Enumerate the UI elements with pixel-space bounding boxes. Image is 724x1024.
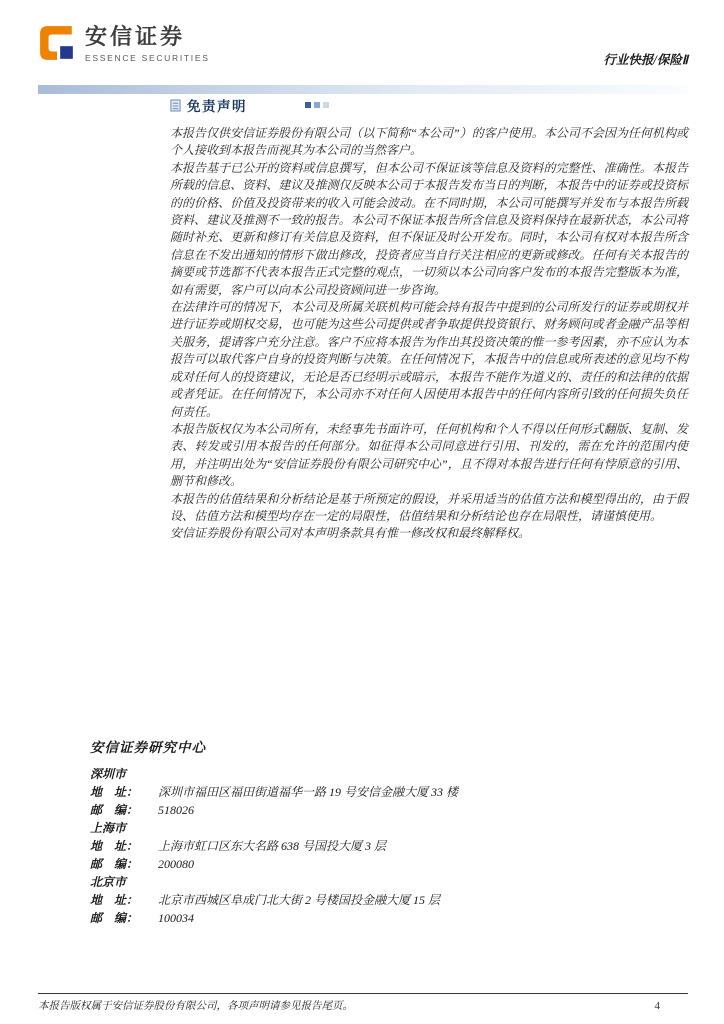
office-address-row	[90, 891, 696, 909]
disclaimer-paragraph: 本报告基于已公开的资料或信息撰写，但本公司不保证该等信息及资料的完整性、准确性。本报告所载的信息、资料、建议及推测仅反映本公司于本报告发布当日的判断，本报告中的证券或投资标的的价格、价值及投资带来的收入可能会波动。在不同时期，本公司可能撰写并发布与本报告所载资料、建议及推测不一致的报告。本公司不保证本报告所含信息及资料保持在最新状态，本公司将随时补充、更新和修订有关信息及资料，但不保证及时公开发布。同时，本公司有权对本报告所含信息在不发出通知的情形下做出修改，投资者应当自行关注相应的更新或修改。任何有关本报告的摘要或节选都不代表本报告正式完整的观点，一切须以本公司向客户发布的本报告完整版本为准，如有需要，客户可以向本公司投资顾问进一步咨询。	[170, 160, 688, 297]
report-header	[38, 24, 688, 68]
disclaimer-paragraph: 本报告仅供安信证券股份有限公司（以下简称“本公司”）的客户使用。本公司不会因为任何机构或个人接收到本报告而视其为本公司的当然客户。	[170, 126, 688, 158]
address-label: 地 址：	[90, 893, 139, 907]
address-value: 深圳市福田区福田街道福华一路 19 号安信金融大厦 33 楼	[158, 785, 459, 799]
disclaimer-body	[170, 125, 688, 543]
company-logo-icon	[38, 24, 76, 62]
address-label: 地 址：	[90, 785, 139, 799]
zip-value: 518026	[158, 803, 194, 817]
office-address-row	[90, 837, 696, 855]
disclaimer-section	[170, 97, 688, 543]
office-shenzhen	[90, 765, 696, 819]
office-zip-row	[90, 855, 696, 873]
office-beijing	[90, 873, 696, 927]
zip-label: 邮 编：	[90, 803, 139, 817]
page-footer	[38, 993, 688, 1013]
decoration-square-light	[323, 102, 329, 108]
research-center-title: 安信证券研究中心	[90, 740, 206, 755]
disclaimer-paragraph: 安信证券股份有限公司对本声明条款具有惟一修改权和最终解释权。	[170, 526, 531, 541]
document-icon	[170, 99, 181, 112]
research-center-section	[90, 736, 696, 927]
office-zip-row	[90, 909, 696, 927]
decoration-square-medium	[314, 102, 320, 108]
title-decoration-squares	[305, 102, 329, 108]
disclaimer-paragraph: 在法律许可的情况下，本公司及所属关联机构可能会持有报告中提到的公司所发行的证券或期权并进行证券或期权交易，也可能为这些公司提供或者争取提供投资银行、财务顾问或者金融产品等相关服务，提请客户充分注意。客户不应将本报告为作出其投资决策的惟一参考因素，亦不应认为本报告可以取代客户自身的投资判断与决策。在任何情况下，本报告中的信息或所表述的意见均不构成对任何人的投资建议，无论是否已经明示或暗示，本报告不能作为道义的、责任的和法律的依据或者凭证。在任何情况下，本公司亦不对任何人因使用本报告中的任何内容所引致的任何损失负任何责任。	[170, 300, 688, 419]
address-value: 上海市虹口区东大名路 638 号国投大厦 3 层	[158, 839, 387, 853]
brand-text	[85, 24, 210, 63]
header-divider-bar	[38, 85, 688, 94]
decoration-square-dark	[305, 102, 311, 108]
disclaimer-title-row	[170, 97, 688, 113]
zip-value: 200080	[158, 857, 194, 871]
office-city: 深圳市	[90, 767, 127, 781]
office-city: 上海市	[90, 821, 127, 835]
zip-label: 邮 编：	[90, 857, 139, 871]
address-label: 地 址：	[90, 839, 139, 853]
office-shanghai	[90, 819, 696, 873]
office-address-row	[90, 783, 696, 801]
disclaimer-title: 免责声明	[187, 99, 247, 114]
disclaimer-paragraph: 本报告版权仅为本公司所有，未经事先书面许可，任何机构和个人不得以任何形式翻版、复制、发表、转发或引用本报告的任何部分。如征得本公司同意进行引用、刊发的，需在允许的范围内使用，并注明出处为“安信证券股份有限公司研究中心”，且不得对本报告进行任何有悖原意的引用、删节和修改。	[170, 421, 688, 489]
page-number: 4	[654, 1000, 660, 1012]
zip-label: 邮 编：	[90, 911, 139, 925]
footer-copyright: 本报告版权属于安信证券股份有限公司，各项声明请参见报告尾页。	[38, 1001, 353, 1012]
disclaimer-paragraph: 本报告的估值结果和分析结论是基于所预定的假设，并采用适当的估值方法和模型得出的，由于假设、估值方法和模型均存在一定的局限性，估值结果和分析结论也存在局限性，请谨慎使用。	[170, 491, 688, 523]
company-name-en: ESSENCE SECURITIES	[85, 53, 210, 64]
company-name: 安信证券	[85, 24, 186, 49]
report-type-label: 行业快报/保险Ⅱ	[603, 53, 688, 67]
office-city: 北京市	[90, 875, 127, 889]
address-value: 北京市西城区阜成门北大街 2 号楼国投金融大厦 15 层	[158, 893, 441, 907]
office-zip-row	[90, 801, 696, 819]
brand	[38, 24, 210, 63]
zip-value: 100034	[158, 911, 194, 925]
